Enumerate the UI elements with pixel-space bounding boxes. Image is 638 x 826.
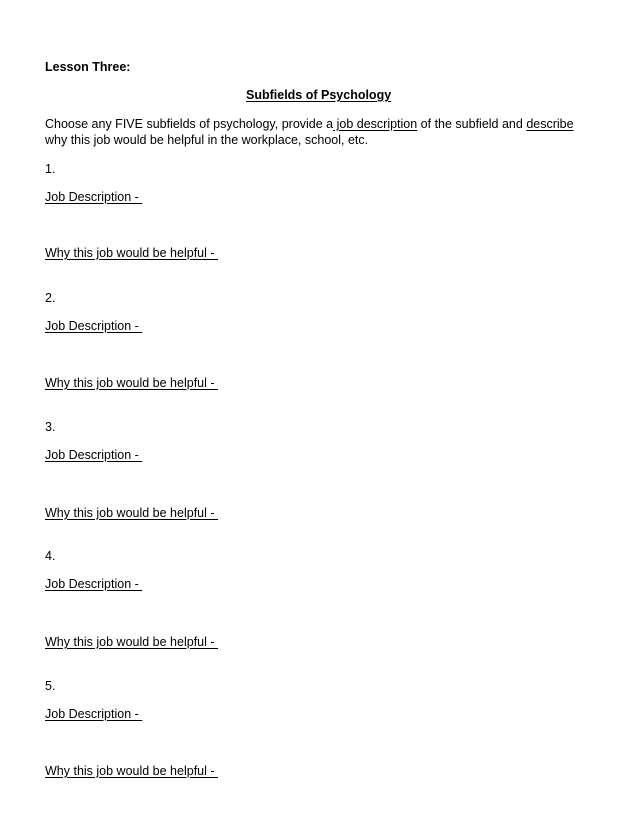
instructions-text-1: Choose any FIVE subfields of psychology, provide a [45, 117, 334, 131]
lesson-heading: Lesson Three: [45, 60, 131, 74]
helpful-label-2: Why this job would be helpful - [45, 376, 219, 390]
job-description-label-2: Job Description - [45, 319, 143, 333]
helpful-label-5: Why this job would be helpful - [45, 764, 219, 778]
helpful-label-1: Why this job would be helpful - [45, 246, 219, 260]
job-description-label-4: Job Description - [45, 577, 143, 591]
instructions-text-3: why this job would be helpful in the workplace, school, etc. [45, 132, 369, 147]
item-number-4: 4. [45, 549, 56, 563]
item-number-5: 5. [45, 679, 56, 693]
job-description-label-5: Job Description - [45, 707, 143, 721]
document-title: Subfields of Psychology [246, 88, 392, 102]
job-description-label-1: Job Description - [45, 190, 143, 204]
instructions-text-2: of the subfield and [417, 117, 527, 131]
describe-emphasis: describe [526, 117, 574, 131]
job-description-label-3: Job Description - [45, 448, 143, 462]
helpful-label-3: Why this job would be helpful - [45, 506, 219, 520]
job-description-emphasis: job description [333, 117, 418, 131]
instructions-paragraph [45, 117, 595, 148]
helpful-label-4: Why this job would be helpful - [45, 635, 219, 649]
item-number-3: 3. [45, 420, 56, 434]
item-number-1: 1. [45, 162, 56, 176]
item-number-2: 2. [45, 291, 56, 305]
